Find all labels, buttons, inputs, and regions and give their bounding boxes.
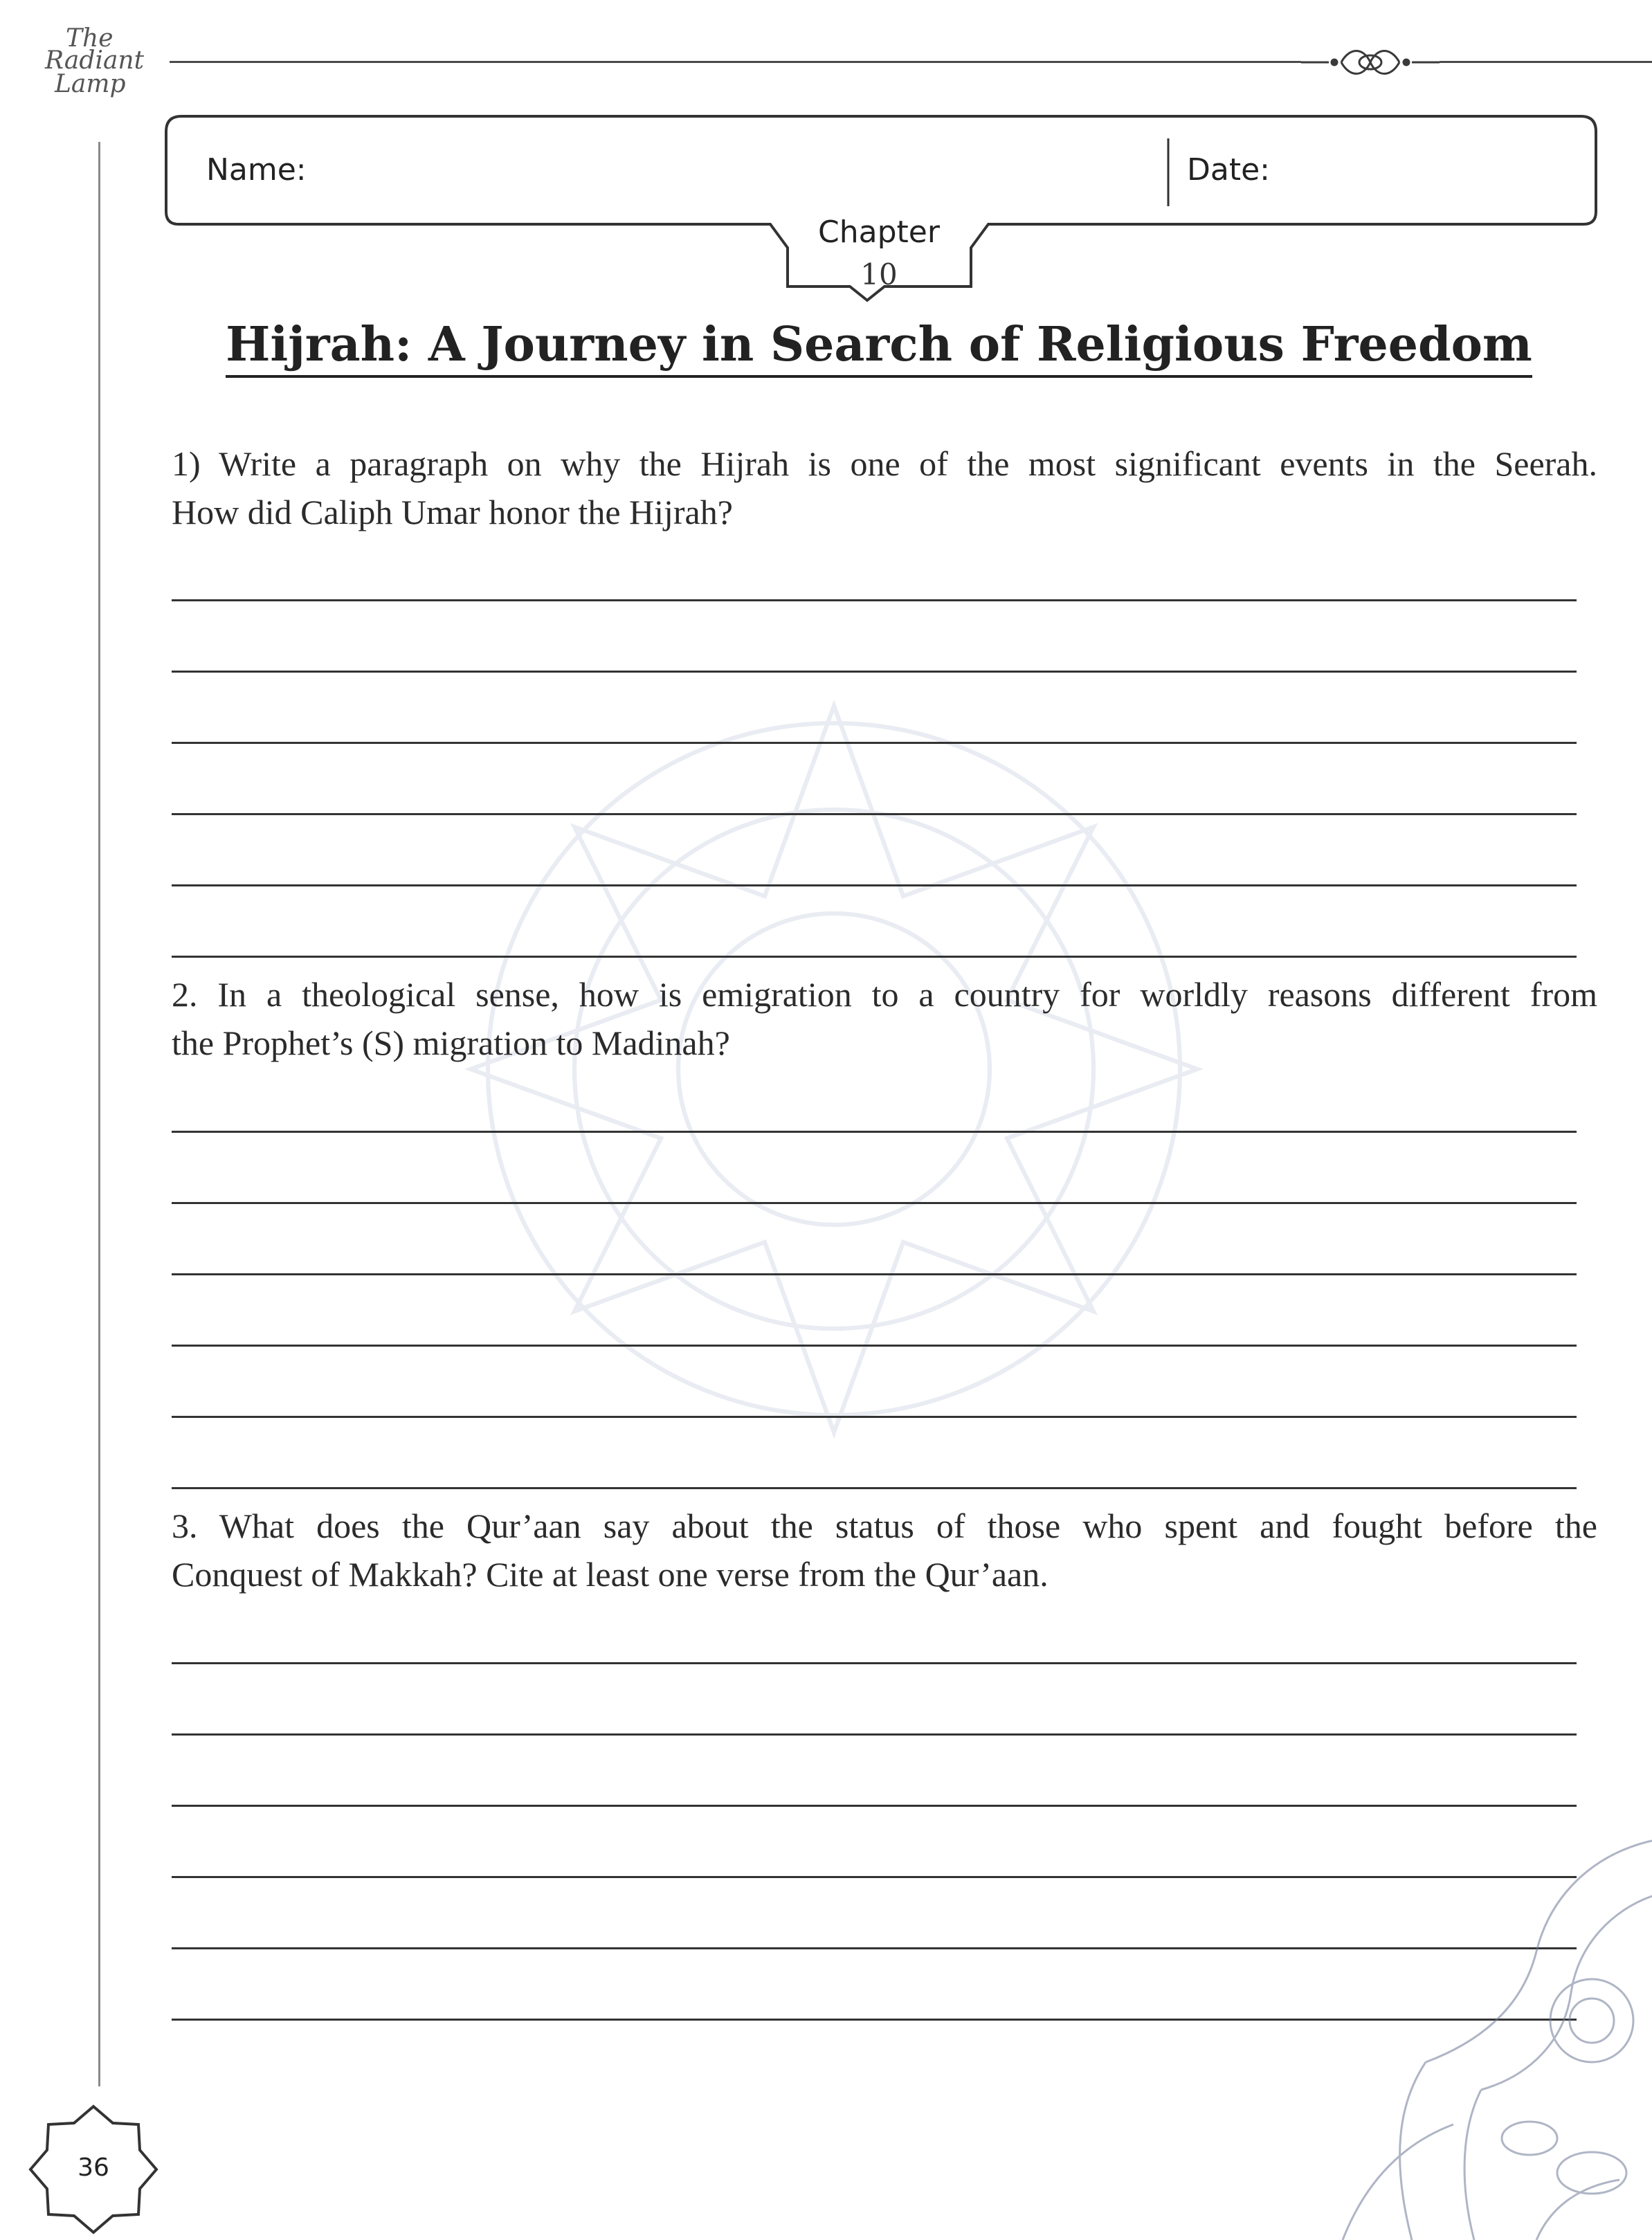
answer-line[interactable] [172,813,1577,815]
question-2 [172,970,1597,1067]
answer-line[interactable] [172,1733,1577,1736]
worksheet-title [166,317,1592,372]
answer-line[interactable] [172,1131,1577,1133]
question-2-line-1: 2. In a theological sense, how is emigration to a country for worldly reasons different from [172,975,1597,1014]
answer-line[interactable] [172,742,1577,744]
date-label: Date: [1187,152,1270,188]
brand-logo-line: Radiant [45,46,145,75]
question-3 [172,1502,1597,1599]
margin-line [98,142,100,2086]
corner-ornament-icon [1301,1813,1652,2240]
question-2-line-2: the Prophet’s (S) migration to Madinah? [172,1023,730,1062]
answer-line[interactable] [172,884,1577,886]
brand-logo-line: The [66,24,114,53]
name-label: Name: [206,152,307,188]
answer-line[interactable] [172,1202,1577,1204]
question-1-line-2: How did Caliph Umar honor the Hijrah? [172,493,733,531]
chapter-number: 10 [860,257,898,291]
answer-line[interactable] [172,671,1577,673]
brand-logo-line: Lamp [55,70,126,98]
chapter-label: Chapter [818,215,940,250]
brand-logo [38,26,149,102]
question-1-line-1: 1) Write a paragraph on why the Hijrah is one of the most significant events in the Seerah. [172,444,1597,483]
answer-line[interactable] [172,956,1577,958]
answer-line[interactable] [172,1662,1577,1664]
question-1 [172,439,1597,536]
question-3-line-2: Conquest of Makkah? Cite at least one verse from the Qur’aan. [172,1555,1049,1594]
worksheet-title-text: Hijrah: A Journey in Search of Religious Freedom [226,317,1532,378]
page-number: 36 [78,2154,109,2182]
answer-line[interactable] [172,599,1577,601]
answer-line[interactable] [172,1273,1577,1275]
answer-line[interactable] [172,1345,1577,1347]
watermark-ornament-icon [401,637,1267,1502]
answer-line[interactable] [172,1805,1577,1807]
answer-line[interactable] [172,1416,1577,1418]
header-ornament-icon [1301,40,1440,84]
question-3-line-1: 3. What does the Qur’aan say about the status of those who spent and fought before the [172,1506,1597,1545]
answer-line[interactable] [172,1487,1577,1489]
